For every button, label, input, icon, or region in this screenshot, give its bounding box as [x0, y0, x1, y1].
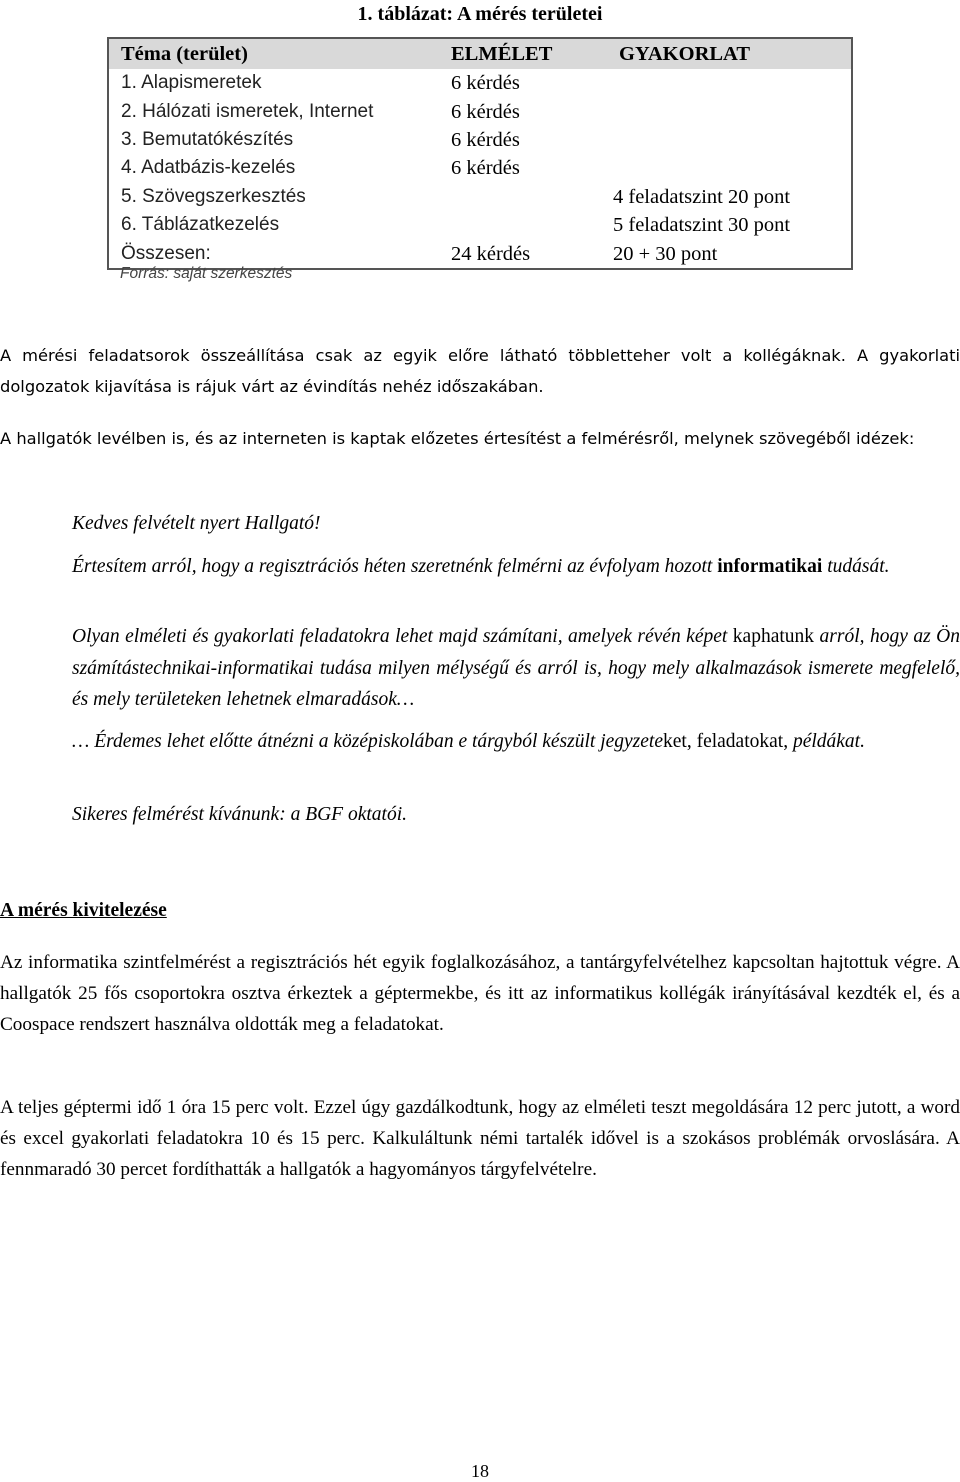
table-cell — [439, 183, 601, 211]
letter-text: Olyan elméleti és gyakorlati feladatokra lehet majd számítani, amelyek révén képet — [72, 626, 733, 647]
table-cell: 6 kérdés — [451, 157, 520, 180]
table-cell: 24 kérdés — [451, 242, 531, 265]
table-cell: 5. Szövegszerkesztés — [121, 185, 306, 207]
table-caption: 1. táblázat: A mérés területei — [357, 3, 603, 25]
table-cell — [601, 154, 852, 182]
table-row — [108, 97, 852, 125]
letter-text: … Érdemes lehet előtte átnézni a középiskolában e tárgyból készült jegyzete — [72, 731, 663, 752]
table-row — [108, 126, 852, 154]
letter-text: arról, hogy az Ön számítástechnikai-informatikai tudása milyen mélységű és arról is, hogy mely alkalmazások ismerete megfelelő, és mely területeken lehetnek elmaradások… — [72, 626, 960, 710]
letter-paragraph-2 — [72, 621, 960, 716]
section-heading: A mérés kivitelezése — [0, 900, 167, 921]
letter-paragraph-3 — [72, 726, 960, 758]
table-row — [108, 211, 852, 239]
letter-paragraph-1 — [72, 551, 960, 583]
table-row — [108, 183, 852, 211]
table-cell: 3. Bemutatókészítés — [121, 128, 294, 150]
letter-text: tudását. — [822, 556, 890, 577]
header-topic: Téma (terület) — [108, 38, 439, 69]
table-cell: 20 + 30 pont — [613, 242, 718, 265]
letter-upright-text: kaphatunk — [732, 626, 815, 647]
table-cell: 2. Hálózati ismeretek, Internet — [121, 100, 374, 122]
section-paragraph-2: A teljes géptermi idő 1 óra 15 perc volt. Ezzel úgy gazdálkodtunk, hogy az elméleti teszt megoldására 12 perc jutott, a word és excel gyakorlati feladatokra 10 és 15 perc. Kalkuláltunk némi tartalék idővel is a szokásos problémák orvoslására. A fennmaradó 30 percet fordíthatták a hallgatók a hagyományos tárgyfelvételre. — [0, 1097, 960, 1180]
table-cell — [601, 69, 852, 97]
table-cell: 6. Táblázatkezelés — [121, 214, 280, 236]
table-cell: 4 feladatszint 20 pont — [613, 185, 791, 208]
paragraph-1: A mérési feladatsorok összeállítása csak az egyik előre látható többletteher volt a kollégáknak. A gyakorlati dolgozatok kijavítása is rájuk várt az évindítás nehéz időszakában. — [0, 346, 960, 396]
table-cell: 6 kérdés — [451, 100, 520, 123]
section-paragraph-1: Az informatika szintfelmérést a regisztrációs hét egyik foglalkozásához, a tantárgyfelvételhez kapcsoltan hajtottuk végre. A hallgatók 25 fős csoportokra osztva érkeztek a géptermekbe, és itt az informatikus kollégák irányításával kezdték el, és a Coospace rendszert használva oldották meg a feladatokat. — [0, 952, 960, 1035]
table-cell: 5 feladatszint 30 pont — [613, 214, 791, 237]
letter-upright-text: ket, feladatokat, — [663, 731, 789, 752]
letter-bold-text: informatikai — [717, 556, 823, 577]
table-cell: 6 kérdés — [451, 128, 520, 151]
letter-closing: Sikeres felmérést kívánunk: a BGF oktatói. — [72, 804, 408, 825]
table-header-row — [108, 38, 852, 69]
table-cell: 1. Alapismeretek — [121, 72, 262, 94]
paragraph-2: A hallgatók levélben is, és az interneten is kaptak előzetes értesítést a felmérésről, melynek szövegéből idézek: — [0, 429, 915, 448]
letter-greeting: Kedves felvételt nyert Hallgató! — [72, 513, 321, 534]
table-cell — [601, 97, 852, 125]
letter-text: példákat. — [788, 731, 865, 752]
page-number: 18 — [471, 1461, 489, 1481]
table-cell — [439, 211, 601, 239]
table-source: Forrás: saját szerkesztés — [120, 265, 293, 282]
table-cell: 6 kérdés — [451, 72, 520, 95]
table-cell: 4. Adatbázis-kezelés — [121, 157, 296, 179]
letter-text: Értesítem arról, hogy a regisztrációs héten szeretnénk felmérni az évfolyam hozott — [72, 556, 718, 577]
table-row — [108, 69, 852, 97]
table-cell: Összesen: — [121, 242, 211, 264]
header-practice: GYAKORLAT — [601, 38, 852, 69]
areas-table — [107, 37, 853, 270]
table-cell — [601, 126, 852, 154]
header-theory: ELMÉLET — [439, 38, 601, 69]
table-row — [108, 154, 852, 182]
